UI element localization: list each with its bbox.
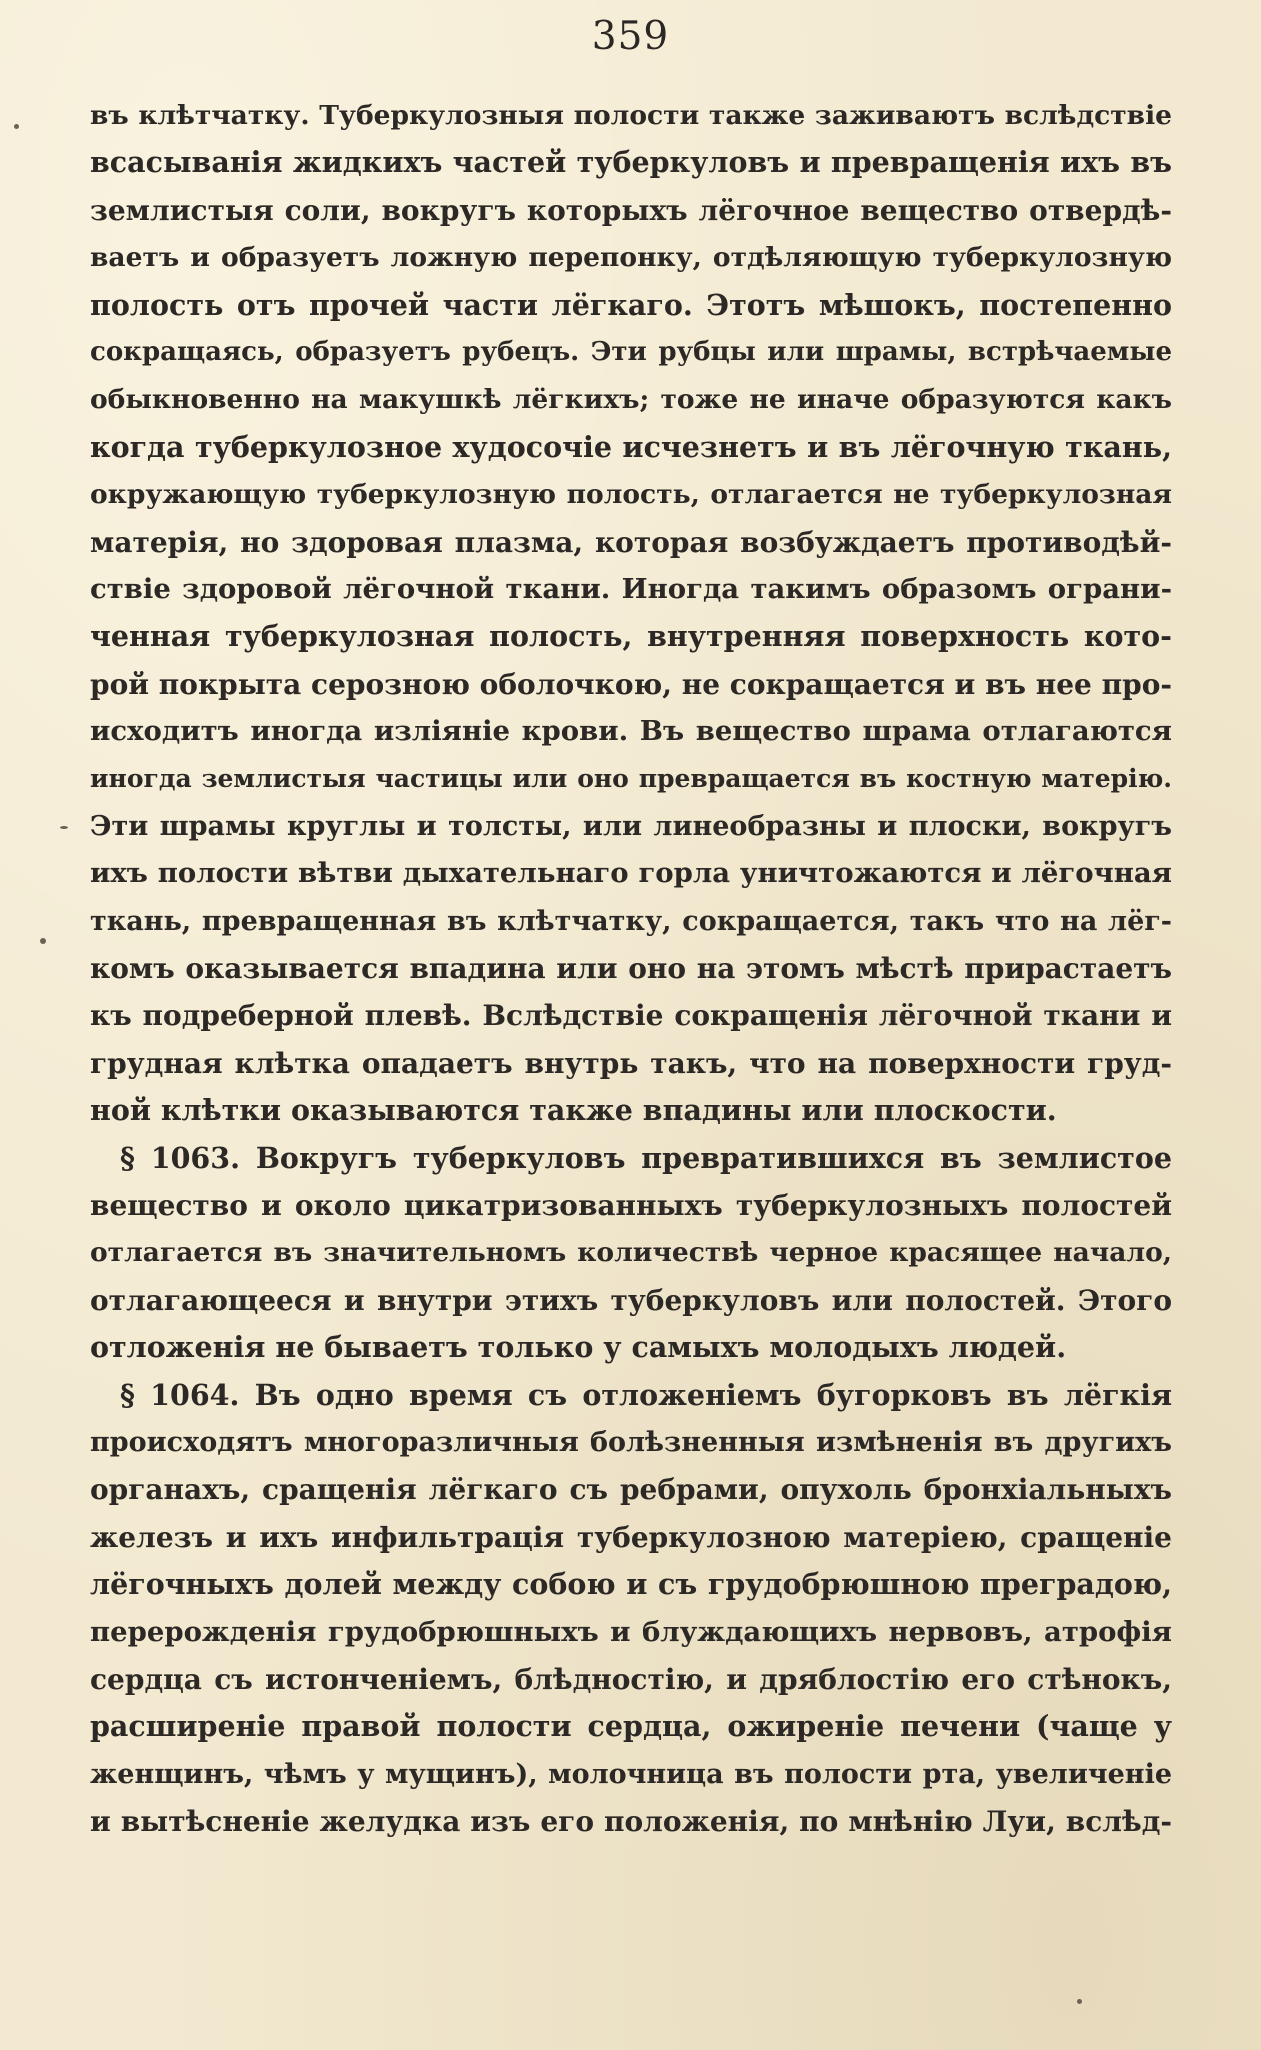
text-line: женщинъ, чѣмъ у мущинъ), молочница въ полости рта, увеличеніе [90, 1758, 1172, 1790]
text-line: § 1064. Въ одно время съ отложеніемъ бугорковъ въ лёгкія [120, 1377, 1172, 1412]
text-line: иногда землистыя частицы или оно превращается въ костную матерію. [90, 764, 1172, 794]
text-line: окружающую туберкулозную полость, отлагается не туберкулозная [90, 479, 1172, 511]
text-line: лёгочныхъ долей между собою и съ грудобрюшною преградою, [90, 1567, 1172, 1602]
text-line: полость отъ прочей части лёгкаго. Этотъ мѣшокъ, постепенно [90, 287, 1172, 322]
text-line: отлагается въ значительномъ количествѣ черное красящее начало, [90, 1237, 1172, 1269]
paper-speck [60, 826, 68, 829]
text-line: отложенія не бываетъ только у самыхъ молодыхъ людей. [90, 1330, 1067, 1365]
paper-speck [14, 124, 19, 129]
text-line: перерожденія грудобрюшныхъ и блуждающихъ нервовъ, атрофія [90, 1615, 1172, 1648]
text-line: комъ оказывается впадина или оно на этомъ мѣстѣ прирастаетъ [90, 952, 1172, 986]
text-line: и вытѣсненіе желудка изъ его положенія, по мнѣнію Луи, вслѣд- [90, 1805, 1172, 1839]
text-line: органахъ, сращенія лёгкаго съ ребрами, опухоль бронхіальныхъ [90, 1473, 1172, 1507]
text-line: въ клѣтчатку. Туберкулозныя полости также заживаютъ вслѣдствіе [90, 100, 1172, 131]
paper-speck [1077, 1999, 1082, 2004]
text-line: Эти шрамы круглы и толсты, или линеобразны и плоски, вокругъ [90, 810, 1172, 842]
text-line: ткань, превращенная въ клѣтчатку, сокращается, такъ что на лёг- [90, 905, 1172, 937]
text-line: исходитъ иногда изліяніе крови. Въ вещество шрама отлагаются [90, 715, 1172, 748]
text-line: рой покрыта серозною оболочкою, не сокращается и въ нее про- [90, 667, 1172, 701]
text-line: грудная клѣтка опадаетъ внутрь такъ, что на поверхности груд- [90, 1046, 1172, 1080]
text-line: ихъ полости вѣтви дыхательнаго горла уничтожаются и лёгочная [90, 857, 1172, 890]
text-line: железъ и ихъ инфильтрація туберкулозною матеріею, сращеніе [90, 1520, 1172, 1554]
text-line: расширеніе правой полости сердца, ожиреніе печени (чаще у [90, 1709, 1172, 1744]
text-line: ваетъ и образуетъ ложную перепонку, отдѣляющую туберкулозную [90, 242, 1172, 274]
text-line: всасыванія жидкихъ частей туберкуловъ и превращенія ихъ въ [90, 145, 1172, 180]
text-line: ченная туберкулозная полость, внутренняя поверхность кото- [90, 619, 1172, 654]
text-line: когда туберкулозное худосочіе исчезнетъ и въ лёгочную ткань, [90, 429, 1172, 464]
text-line: ной клѣтки оказываются также впадины или плоскости. [90, 1093, 1057, 1128]
text-line: сокращаясь, образуетъ рубецъ. Эти рубцы или шрамы, встрѣчаемые [90, 336, 1172, 367]
text-line: отлагающееся и внутри этихъ туберкуловъ или полостей. Этого [90, 1283, 1172, 1317]
text-line: вещество и около цикатризованныхъ туберкулозныхъ полостей [90, 1188, 1172, 1222]
body-text [90, 92, 1172, 1845]
text-line: матерія, но здоровая плазма, которая возбуждаетъ противодѣй- [90, 525, 1172, 559]
text-line: ствіе здоровой лёгочной ткани. Иногда такимъ образомъ ограни- [90, 572, 1172, 605]
page-number: 359 [591, 14, 670, 59]
text-line: § 1063. Вокругъ туберкуловъ превратившихся въ землистое [120, 1140, 1172, 1175]
text-line: сердца съ истонченіемъ, блѣдностію, и дряблостію его стѣнокъ, [90, 1662, 1172, 1696]
text-line: къ подреберной плевѣ. Вслѣдствіе сокращенія лёгочной ткани и [90, 999, 1172, 1033]
paper-speck [40, 938, 46, 944]
text-line: землистыя соли, вокругъ которыхъ лёгочное вещество отвердѣ- [90, 193, 1172, 227]
text-line: происходятъ многоразличныя болѣзненныя измѣненія въ другихъ [90, 1426, 1172, 1458]
text-line: обыкновенно на макушкѣ лёгкихъ; тоже не иначе образуются какъ [90, 384, 1172, 416]
